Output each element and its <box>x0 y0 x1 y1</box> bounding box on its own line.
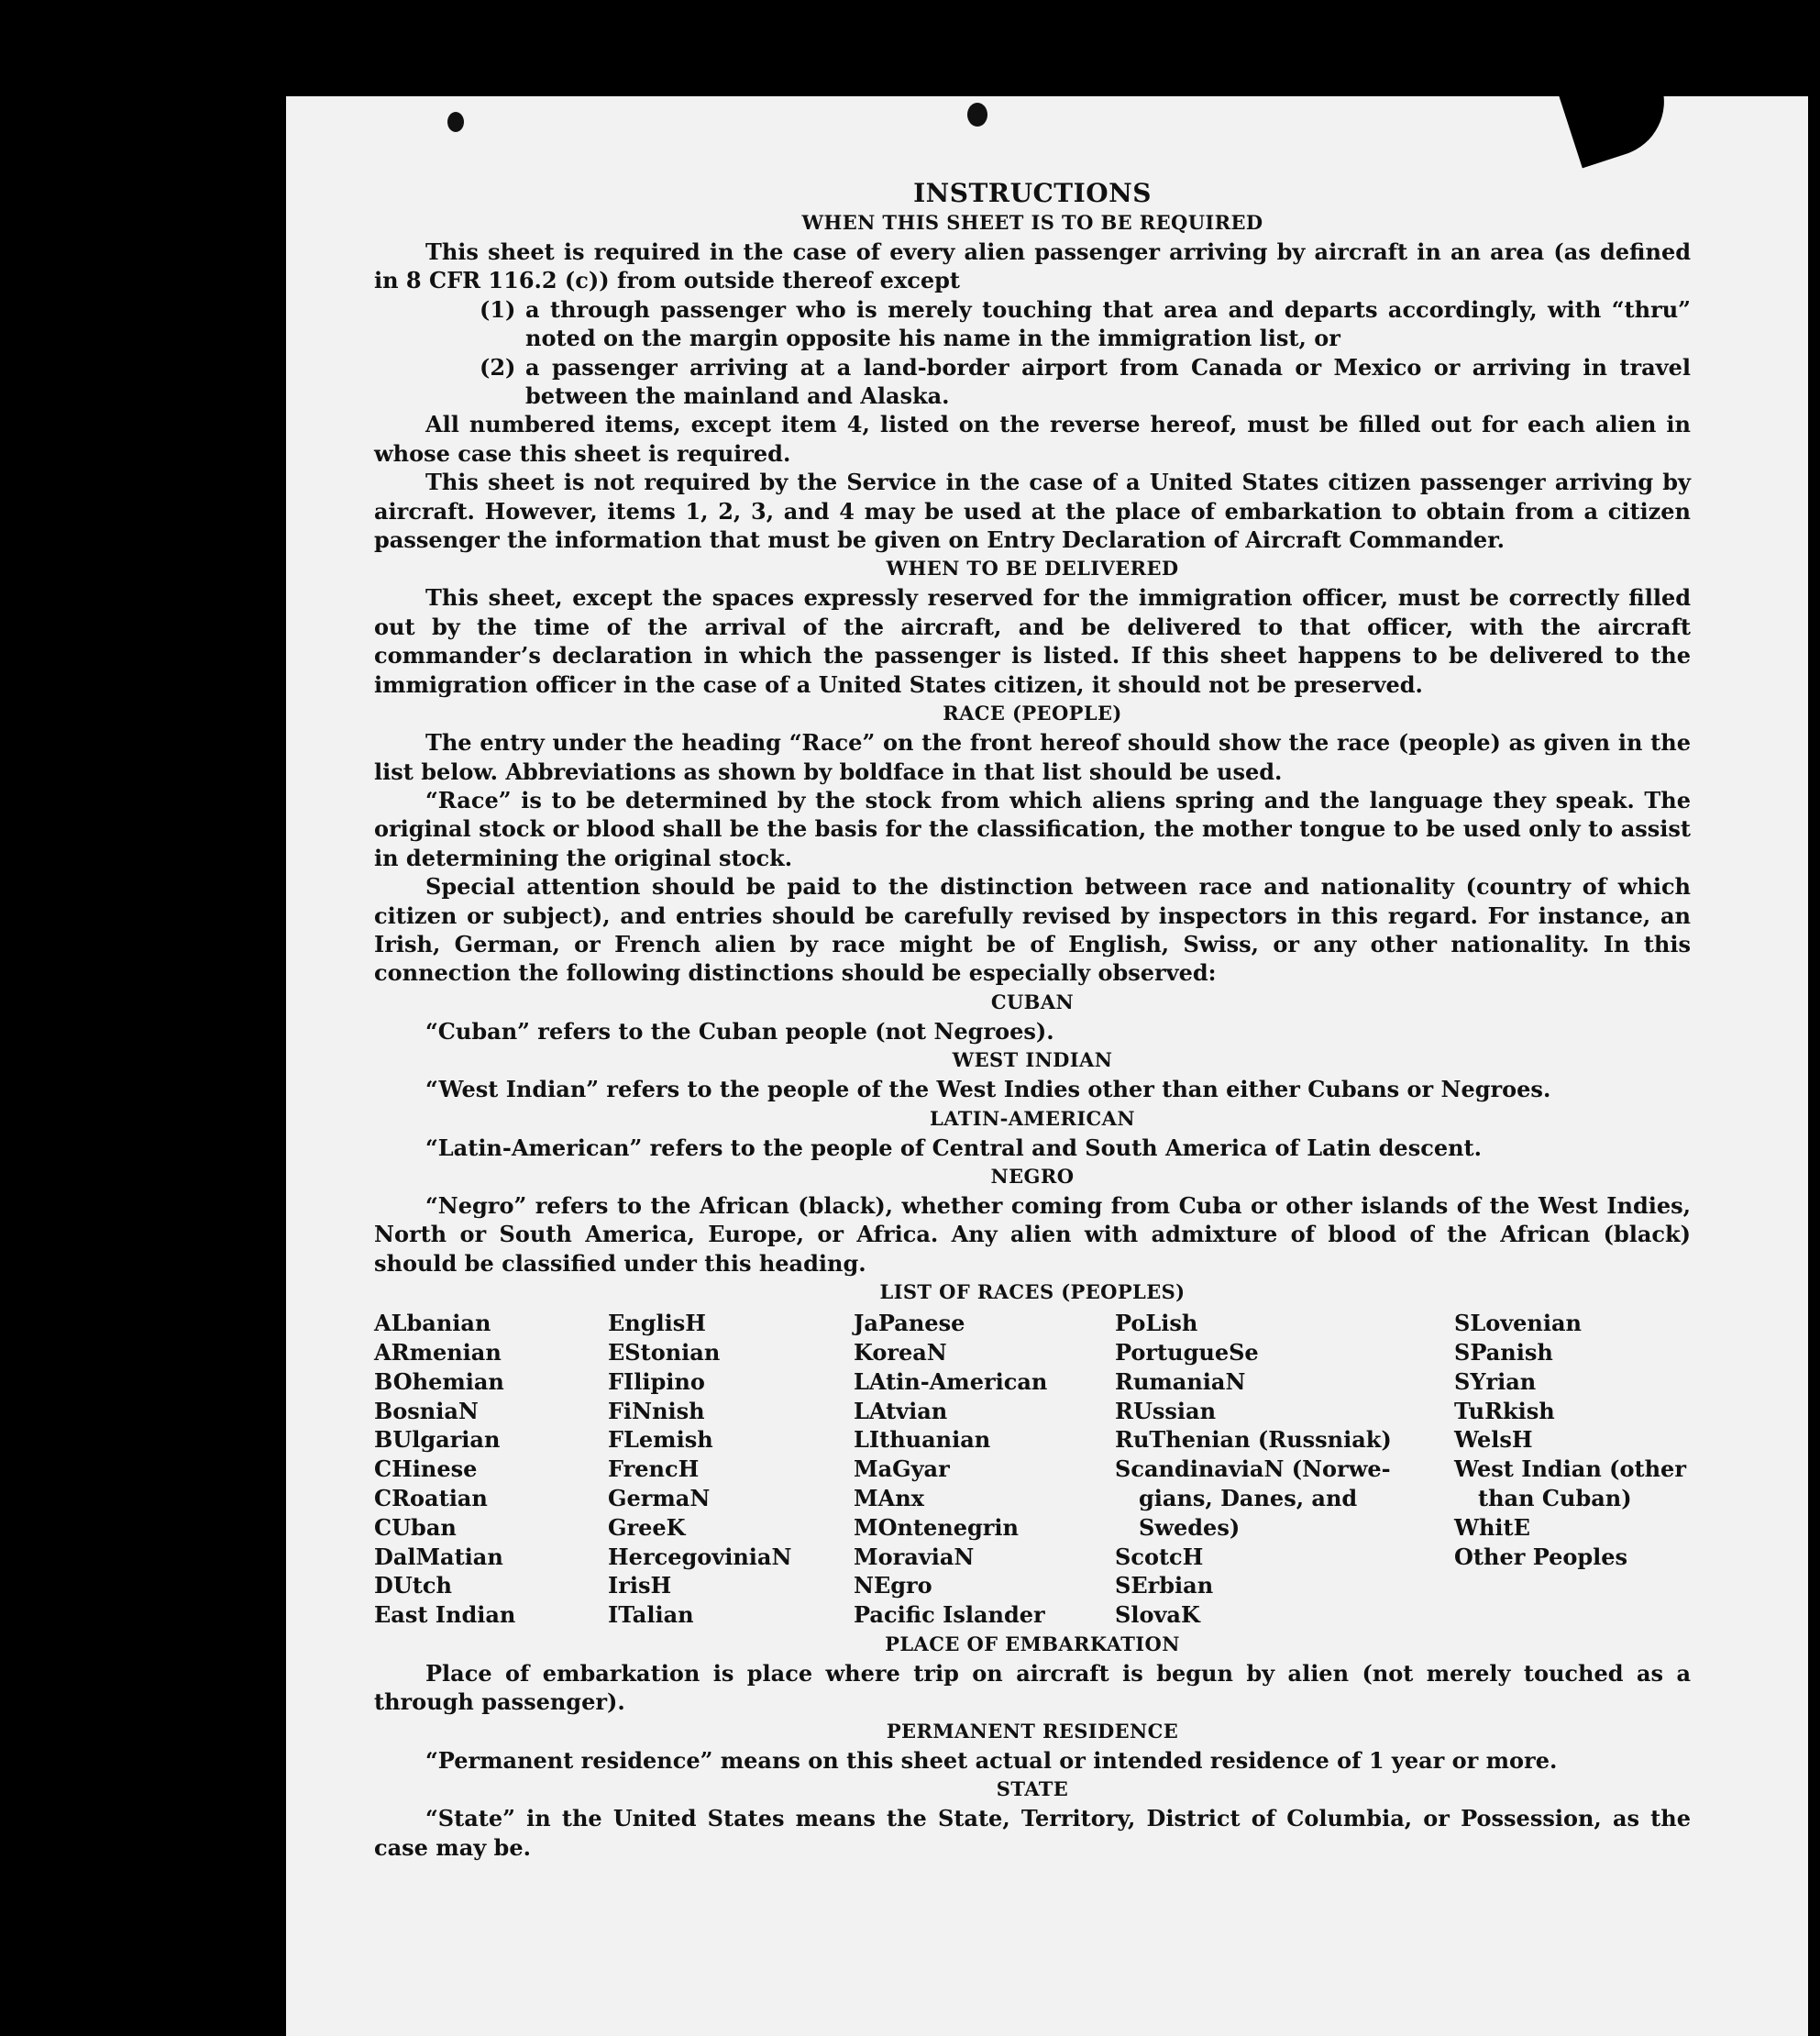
race-entry: IrisH <box>608 1572 672 1599</box>
paragraph: This sheet is not required by the Service in the case of a United States citizen passenger arriving by aircraft. However, items 1, 2, 3, and 4 may be used at the place of embarkation to obtain from a citizen passenger the information that must be given on Entry Declaration of Aircraft Commander. <box>374 469 1691 554</box>
race-entry: TuRkish <box>1454 1397 1555 1424</box>
item-number: (2) <box>480 353 516 381</box>
race-entry: HercegoviniaN <box>608 1543 792 1570</box>
race-entry: than Cuban) <box>1478 1484 1632 1511</box>
race-list <box>374 1309 1691 1630</box>
race-entry: EnglisH <box>608 1310 706 1337</box>
race-entry: MoraviaN <box>854 1543 975 1570</box>
race-entry: MOntenegrin <box>854 1513 1019 1541</box>
section-heading: STATE <box>996 1777 1069 1801</box>
race-entry: LIthuanian <box>854 1426 991 1454</box>
ink-spot <box>967 103 987 127</box>
paragraph: “Race” is to be determined by the stock from which aliens spring and the language they speak. The original stock or blood shall be the basis for the classification, the mother tongue to be used only to assist in determining the original stock. <box>374 786 1691 871</box>
paragraph: Place of embarkation is place where trip on aircraft is begun by alien (not merely touched as a through passenger). <box>374 1659 1691 1716</box>
race-entry: RUssian <box>1115 1397 1217 1424</box>
race-entry: LAtvian <box>854 1397 948 1424</box>
race-entry: WhitE <box>1454 1513 1530 1541</box>
section-heading: PERMANENT RESIDENCE <box>886 1719 1179 1743</box>
race-entry: ARmenian <box>374 1338 502 1366</box>
race-entry: West Indian (other <box>1454 1455 1686 1483</box>
race-entry: Pacific Islander <box>854 1601 1045 1629</box>
ink-spot <box>447 112 464 132</box>
race-entry: Other Peoples <box>1454 1543 1628 1570</box>
paragraph: All numbered items, except item 4, listed on the reverse hereof, must be filled out for each alien in whose case this sheet is required. <box>374 411 1691 467</box>
paragraph: This sheet, except the spaces expressly reserved for the immigration officer, must be correctly filled out by the time of the arrival of the aircraft, and be delivered to that officer, with the aircraft commander’s declaration in which the passenger is listed. If this sheet happens to be delivered to the immigration officer in the case of a United States citizen, it should not be preserved. <box>374 584 1691 698</box>
race-entry: ScotcH <box>1115 1543 1204 1570</box>
paragraph: This sheet is required in the case of every alien passenger arriving by aircraft in an area (as defined in 8 CFR 116.2 (c)) from outside thereof except <box>374 238 1691 294</box>
race-entry: SPanish <box>1454 1338 1553 1366</box>
race-column <box>374 1309 608 1630</box>
paragraph: The entry under the heading “Race” on the front hereof should show the race (people) as given in the list below. Abbreviations as shown by boldface in that list should be used. <box>374 729 1691 785</box>
race-entry: BosniaN <box>374 1397 479 1424</box>
race-entry: LAtin-American <box>854 1367 1048 1395</box>
race-entry: MaGyar <box>854 1455 950 1483</box>
item-text: a through passenger who is merely touching that area and departs accordingly, with “thru” noted on the margin opposite his name in the immigration list, or <box>525 295 1691 352</box>
paragraph: “Permanent residence” means on this sheet actual or intended residence of 1 year or more. <box>425 1746 1558 1774</box>
race-entry: FrencH <box>608 1455 700 1483</box>
paragraph: “Cuban” refers to the Cuban people (not Negroes). <box>425 1017 1054 1045</box>
race-entry: MAnx <box>854 1484 924 1511</box>
section-heading: CUBAN <box>990 990 1075 1013</box>
race-entry: PoLish <box>1115 1310 1198 1337</box>
race-column <box>608 1309 854 1630</box>
section-heading: WHEN TO BE DELIVERED <box>886 557 1179 581</box>
race-entry: GermaN <box>608 1484 711 1511</box>
race-entry: FiNnish <box>608 1397 705 1424</box>
race-entry: RumaniaN <box>1115 1367 1246 1395</box>
list-item <box>480 295 1691 353</box>
race-entry: DalMatian <box>374 1543 503 1570</box>
race-entry: KoreaN <box>854 1338 947 1366</box>
race-entry: FIlipino <box>608 1367 705 1395</box>
page-title: INSTRUCTIONS <box>913 178 1152 208</box>
race-entry: GreeK <box>608 1513 686 1541</box>
race-entry: ITalian <box>608 1601 694 1629</box>
race-entry: Swedes) <box>1139 1513 1241 1541</box>
race-entry: gians, Danes, and <box>1139 1484 1358 1511</box>
race-column <box>1454 1309 1691 1630</box>
race-entry: CUban <box>374 1513 457 1541</box>
race-entry: ALbanian <box>374 1310 491 1337</box>
race-entry: CRoatian <box>374 1484 488 1511</box>
race-entry: SlovaK <box>1115 1601 1200 1629</box>
section-heading: PLACE OF EMBARKATION <box>885 1632 1180 1655</box>
race-entry: DUtch <box>374 1572 452 1599</box>
race-column <box>854 1309 1115 1630</box>
race-entry: CHinese <box>374 1455 478 1483</box>
paragraph: “Negro” refers to the African (black), whether coming from Cuba or other islands of the West Indies, North or South America, Europe, or Africa. Any alien with admixture of blood of the African (black) should be classified under this heading. <box>374 1191 1691 1277</box>
section-heading: RACE (PEOPLE) <box>943 702 1122 725</box>
race-entry: WelsH <box>1454 1426 1533 1454</box>
paragraph: “West Indian” refers to the people of the West Indies other than either Cubans or Negroes. <box>425 1076 1551 1103</box>
section-heading: LATIN-AMERICAN <box>930 1106 1135 1130</box>
race-entry: EStonian <box>608 1338 721 1366</box>
race-entry: SYrian <box>1454 1367 1537 1395</box>
item-text: a passenger arriving at a land-border airport from Canada or Mexico or arriving in travel between the mainland and Alaska. <box>525 353 1691 410</box>
paragraph: “Latin-American” refers to the people of Central and South America of Latin descent. <box>425 1134 1482 1161</box>
section-heading: WHEN THIS SHEET IS TO BE REQUIRED <box>801 211 1263 234</box>
race-entry: ScandinaviaN (Norwe- <box>1115 1455 1391 1483</box>
race-entry: RuThenian (Russniak) <box>1115 1426 1392 1454</box>
race-entry: East Indian <box>374 1601 516 1629</box>
race-entry: BOhemian <box>374 1367 504 1395</box>
section-heading: NEGRO <box>990 1164 1075 1188</box>
race-entry: FLemish <box>608 1426 713 1454</box>
paragraph: “State” in the United States means the State, Territory, District of Columbia, or Possession, as the case may be. <box>374 1805 1691 1861</box>
list-item <box>480 353 1691 411</box>
item-number: (1) <box>480 295 516 323</box>
instructions-text <box>374 179 1691 1862</box>
race-column <box>1115 1309 1454 1630</box>
race-entry: PortugueSe <box>1115 1338 1259 1366</box>
race-entry: JaPanese <box>854 1310 965 1337</box>
section-heading: WEST INDIAN <box>952 1048 1113 1072</box>
paragraph: Special attention should be paid to the distinction between race and nationality (country of which citizen or subject), and entries should be carefully revised by inspectors in this regard. For instance, an Irish, German, or French alien by race might be of English, Swiss, or any other nationality. In this connection the following distinctions should be especially observed: <box>374 873 1691 987</box>
race-entry: SLovenian <box>1454 1310 1582 1337</box>
race-entry: SErbian <box>1115 1572 1214 1599</box>
race-entry: BUlgarian <box>374 1426 501 1454</box>
section-heading: LIST OF RACES (PEOPLES) <box>879 1280 1186 1304</box>
race-entry: NEgro <box>854 1572 932 1599</box>
